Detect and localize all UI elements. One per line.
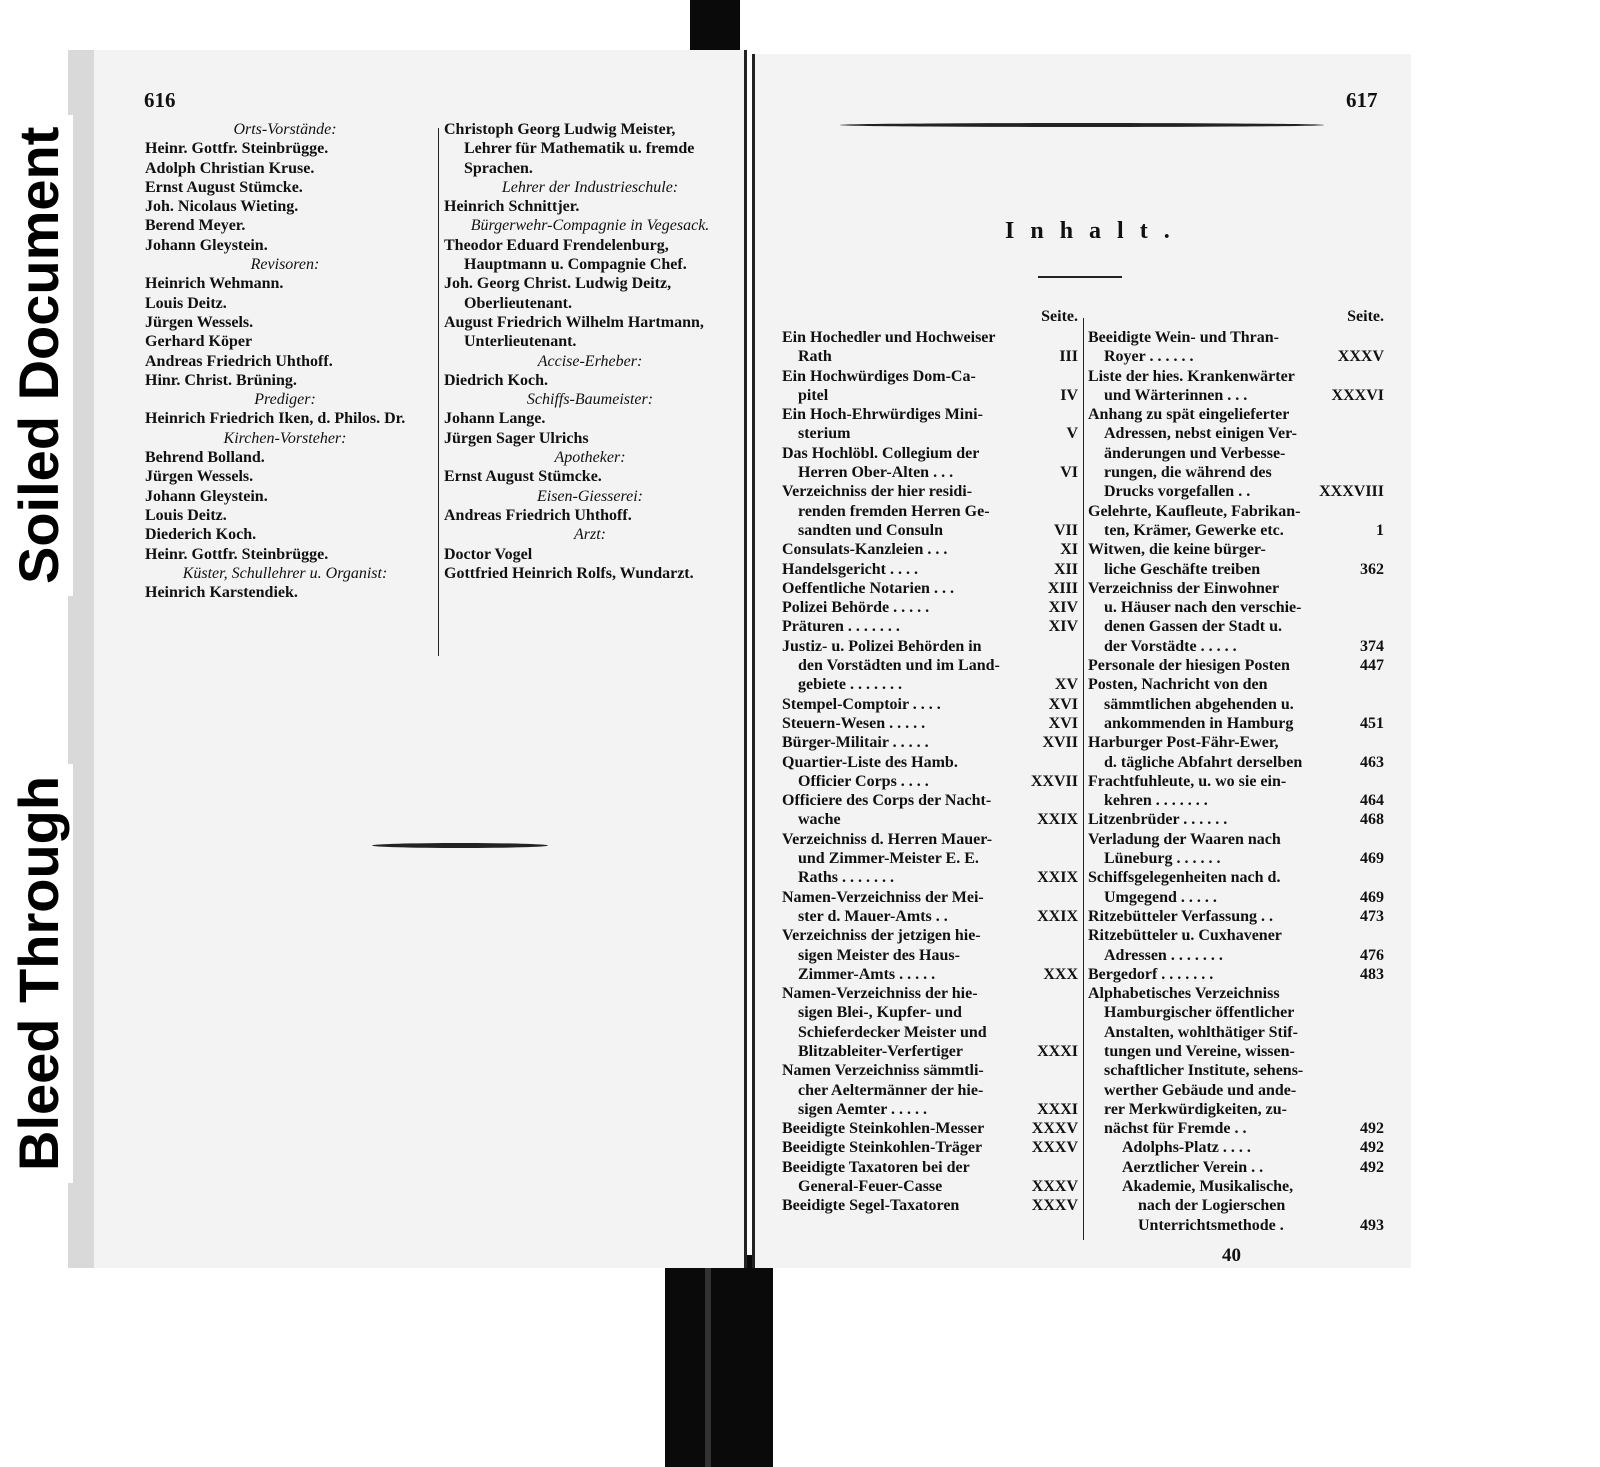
toc-entry-text: Akademie, Musikalische, <box>1122 1178 1294 1196</box>
toc-page-number: XXXV <box>1031 1139 1078 1157</box>
toc-entry <box>782 482 1078 540</box>
toc-left-column <box>782 306 1078 1216</box>
list-line: Oberlieutenant. <box>464 294 572 312</box>
toc-page-number: XXIX <box>1037 811 1078 829</box>
left-page-number: 616 <box>144 88 176 112</box>
toc-entry-text: Blitzableiter-Verfertiger <box>798 1042 963 1060</box>
toc-entry-text: Handelsgericht . . . . <box>782 560 918 578</box>
left-column-2 <box>444 120 736 583</box>
list-line: Heinrich Friedrich Iken, d. Philos. Dr. <box>145 410 406 428</box>
list-line: Diederich Koch. <box>145 526 257 544</box>
list-line: Louis Deitz. <box>145 294 227 312</box>
toc-entry-text: Polizei Behörde . . . . . <box>782 599 930 617</box>
toc-page-number: 447 <box>1360 657 1384 675</box>
list-line: Lehrer für Mathematik u. fremde <box>464 140 695 158</box>
list-line: Johann Lange. <box>444 410 546 428</box>
toc-entry-text: Unterrichtsmethode . <box>1138 1216 1284 1234</box>
toc-page-number: XII <box>1053 560 1078 578</box>
list-line: Heinr. Gottfr. Steinbrügge. <box>145 140 329 158</box>
toc-entry <box>1088 405 1384 501</box>
toc-entry-text: Liste der hies. Krankenwärter <box>1088 367 1295 385</box>
toc-entry-text: nächst für Fremde . . <box>1104 1120 1247 1138</box>
toc-entry <box>782 617 1078 636</box>
list-line: Christoph Georg Ludwig Meister, <box>444 121 676 138</box>
toc-entry-text: Officiere des Corps der Nacht- <box>782 792 992 810</box>
section-heading: Bürgerwehr-Compagnie in Vegesack. <box>470 217 710 235</box>
toc-page-number: 451 <box>1360 714 1384 732</box>
ornamental-dash <box>372 843 548 848</box>
toc-entry-text: Zimmer-Amts . . . . . <box>798 965 936 983</box>
section-heading: Lehrer der Industrieschule: <box>501 178 679 196</box>
toc-entry <box>782 695 1078 714</box>
list-line: Johann Gleystein. <box>145 487 268 505</box>
toc-entry-text: Herren Ober-Alten . . . <box>798 464 954 482</box>
toc-entry-text: Steuern-Wesen . . . . . <box>782 714 926 732</box>
toc-entry-text: Schiffsgelegenheiten nach d. <box>1088 869 1281 887</box>
toc-entry-text: Witwen, die keine bürger- <box>1088 541 1266 559</box>
list-line: Ernst August Stümcke. <box>145 178 303 196</box>
toc-entry <box>782 579 1078 598</box>
toc-entry-text: Alphabetisches Verzeichniss <box>1088 985 1280 1003</box>
toc-entry-text: ankommenden in Hamburg <box>1104 714 1294 732</box>
toc-entry <box>782 733 1078 752</box>
list-line: Heinrich Karstendiek. <box>145 584 298 602</box>
seite-label-right: Seite. <box>1347 308 1384 325</box>
toc-entry-text: Umgegend . . . . . <box>1104 888 1217 906</box>
toc-page-number: 374 <box>1360 637 1384 655</box>
column-divider <box>438 128 439 656</box>
list-line: August Friedrich Wilhelm Hartmann, <box>444 313 704 331</box>
toc-page-number: XIII <box>1047 579 1078 597</box>
toc-entry-text: wache <box>798 811 841 829</box>
toc-entry-text: renden fremden Herren Ge- <box>798 502 990 520</box>
section-heading: Kirchen-Vorsteher: <box>223 429 347 447</box>
toc-entry-text: änderungen und Verbesse- <box>1104 444 1286 462</box>
toc-page-number: 468 <box>1360 811 1384 829</box>
toc-entry-text: Verzeichniss der jetzigen hie- <box>782 927 981 945</box>
list-line: Andreas Friedrich Uhthoff. <box>444 506 632 524</box>
list-line: Berend Meyer. <box>145 217 246 235</box>
toc-entry-text: Frachtfuhleute, u. wo sie ein- <box>1088 772 1287 790</box>
toc-entry-text: Litzenbrüder . . . . . . <box>1088 811 1228 829</box>
section-heading: Accise-Erheber: <box>537 352 643 370</box>
toc-entry-text: Namen-Verzeichniss der Mei- <box>782 888 984 906</box>
toc-page-number: 1 <box>1376 521 1384 539</box>
toc-entry <box>782 888 1078 927</box>
toc-entry-text: Ritzebütteler Verfassung . . <box>1088 907 1274 925</box>
toc-entry-text: Ritzebütteler u. Cuxhavener <box>1088 927 1282 945</box>
toc-page-number: XVII <box>1042 734 1078 752</box>
left-column-1 <box>145 120 425 602</box>
section-heading: Orts-Vorstände: <box>233 121 337 138</box>
toc-page-number: 476 <box>1360 946 1384 964</box>
toc-entry-text: sandten und Consuln <box>798 521 943 539</box>
toc-entry <box>782 753 1078 792</box>
toc-entry <box>1088 656 1384 675</box>
list-line: Johann Gleystein. <box>145 236 268 254</box>
toc-page-number: XXVII <box>1030 772 1078 790</box>
toc-page-number: XXXI <box>1037 1042 1078 1060</box>
toc-entry-text: Präturen . . . . . . . <box>782 618 900 636</box>
toc-entry <box>1088 810 1384 829</box>
toc-entry-text: pitel <box>798 386 829 404</box>
list-line: Diedrich Koch. <box>444 371 548 389</box>
toc-entry-text: Anstalten, wohlthätiger Stif- <box>1104 1023 1298 1041</box>
list-line: Joh. Georg Christ. Ludwig Deitz, <box>444 275 672 293</box>
toc-page-number: XXXV <box>1031 1178 1078 1196</box>
bleed-through-label: Bleed Through <box>4 764 73 1183</box>
toc-entry-text: Namen-Verzeichniss der hie- <box>782 985 978 1003</box>
toc-entry-text: Anhang zu spät eingelieferter <box>1088 406 1290 424</box>
toc-page-number: XXXV <box>1031 1197 1078 1215</box>
toc-entry-text: Verzeichniss der Einwohner <box>1088 579 1280 597</box>
toc-entry-text: Adolphs-Platz . . . . <box>1122 1139 1251 1157</box>
toc-entry <box>1088 540 1384 579</box>
toc-entry <box>782 1158 1078 1197</box>
list-line: Hauptmann u. Compagnie Chef. <box>464 256 687 274</box>
toc-page-number: 473 <box>1360 907 1384 925</box>
list-line: Gerhard Köper <box>145 333 253 351</box>
title-rule <box>1038 276 1122 278</box>
toc-entry <box>1088 772 1384 811</box>
toc-entry <box>1088 675 1384 733</box>
toc-entry <box>782 598 1078 617</box>
toc-entry-text: denen Gassen der Stadt u. <box>1104 618 1282 636</box>
toc-entry <box>782 1061 1078 1119</box>
toc-entry-text: Personale der hiesigen Posten <box>1088 657 1290 675</box>
toc-entry <box>1088 984 1384 1138</box>
toc-entry <box>1088 1138 1384 1157</box>
toc-entry-text: Stempel-Comptoir . . . . <box>782 695 941 713</box>
list-line: Behrend Bolland. <box>145 449 265 467</box>
toc-entry-text: tungen und Vereine, wissen- <box>1104 1042 1295 1060</box>
toc-entry-text: Consulats-Kanzleien . . . <box>782 541 948 559</box>
toc-entry <box>782 926 1078 984</box>
toc-entry-text: Verzeichniss d. Herren Mauer- <box>782 830 993 848</box>
toc-entry-text: rer Merkwürdigkeiten, zu- <box>1104 1100 1287 1118</box>
toc-entry-text: Verzeichniss der hier residi- <box>782 483 973 501</box>
toc-entry-text: Namen Verzeichniss sämmtli- <box>782 1062 984 1080</box>
toc-entry <box>782 637 1078 695</box>
toc-entry-text: und Wärterinnen . . . <box>1104 386 1248 404</box>
section-heading: Revisoren: <box>250 256 320 274</box>
toc-entry <box>782 1119 1078 1138</box>
toc-entry-text: Ein Hochwürdiges Dom-Ca- <box>782 367 976 385</box>
toc-entry-text: Beeidigte Steinkohlen-Träger <box>782 1139 983 1157</box>
toc-entry <box>1088 907 1384 926</box>
toc-entry-text: sigen Blei-, Kupfer- und <box>798 1004 962 1022</box>
toc-entry-text: Ein Hochedler und Hochweiser <box>782 329 996 346</box>
toc-page-number: XXXI <box>1037 1100 1078 1118</box>
toc-entry-text: Lüneburg . . . . . . <box>1104 850 1221 868</box>
toc-page-number: XVI <box>1048 714 1078 732</box>
toc-entry-text: ten, Krämer, Gewerke etc. <box>1104 521 1284 539</box>
toc-page-number: XVI <box>1048 695 1078 713</box>
toc-entry <box>782 830 1078 888</box>
toc-entry-text: ster d. Mauer-Amts . . <box>798 907 948 925</box>
toc-entry <box>782 405 1078 444</box>
page-footer-signature: 40 <box>1222 1245 1241 1266</box>
toc-entry-text: Aerztlicher Verein . . <box>1122 1158 1264 1176</box>
toc-entry <box>782 1196 1078 1215</box>
toc-entry <box>1088 868 1384 907</box>
toc-entry <box>1088 502 1384 541</box>
book-spine-bottom <box>665 1255 773 1467</box>
toc-entry-text: Beeidigte Wein- und Thran- <box>1088 329 1279 346</box>
toc-entry <box>782 714 1078 733</box>
toc-page-number: IV <box>1060 386 1078 404</box>
list-line: Sprachen. <box>464 159 533 177</box>
toc-entry-text: Hamburgischer öffentlicher <box>1104 1004 1295 1022</box>
toc-entry-text: d. tägliche Abfahrt derselben <box>1104 753 1303 771</box>
toc-page-number: XXXV <box>1337 348 1384 366</box>
toc-entry <box>782 791 1078 830</box>
section-heading: Schiffs-Baumeister: <box>526 391 654 409</box>
toc-entry-text: Drucks vorgefallen . . <box>1104 483 1251 501</box>
toc-entry-text: u. Häuser nach den verschie- <box>1104 599 1302 617</box>
list-line: Heinrich Wehmann. <box>145 275 284 293</box>
toc-entry-text: Gelehrte, Kaufleute, Fabrikan- <box>1088 502 1301 520</box>
toc-entry <box>1088 367 1384 406</box>
list-line: Unterlieutenant. <box>464 333 577 351</box>
toc-page-number: XXIX <box>1037 907 1078 925</box>
toc-page-number: 492 <box>1360 1158 1384 1176</box>
toc-entry-text: Raths . . . . . . . <box>798 869 895 887</box>
list-line: Hinr. Christ. Brüning. <box>145 371 297 389</box>
toc-entry-text: werther Gebäude und ande- <box>1104 1081 1297 1099</box>
toc-page-number: XI <box>1060 541 1078 559</box>
toc-entry-text: Beeidigte Segel-Taxatoren <box>782 1197 960 1215</box>
toc-entry <box>782 367 1078 406</box>
toc-entry-text: Schieferdecker Meister und <box>798 1023 987 1041</box>
toc-page-number: 469 <box>1360 850 1384 868</box>
toc-entry-text: Beeidigte Steinkohlen-Messer <box>782 1120 985 1138</box>
section-heading: Arzt: <box>574 526 606 544</box>
toc-entry-text: General-Feuer-Casse <box>798 1178 943 1196</box>
list-line: Andreas Friedrich Uhthoff. <box>145 352 333 370</box>
toc-entry <box>782 1138 1078 1157</box>
toc-entry <box>782 444 1078 483</box>
list-line: Doctor Vogel <box>444 545 533 563</box>
toc-page-number: XXXVI <box>1331 386 1384 404</box>
toc-entry-text: Ein Hoch-Ehrwürdiges Mini- <box>782 406 983 424</box>
toc-entry-text: Bürger-Militair . . . . . <box>782 734 929 752</box>
list-line: Jürgen Wessels. <box>145 468 254 486</box>
soiled-document-label: Soiled Document <box>4 115 73 596</box>
toc-entry-text: Bergedorf . . . . . . . <box>1088 965 1214 983</box>
toc-page-number: 469 <box>1360 888 1384 906</box>
toc-entry-text: Beeidigte Taxatoren bei der <box>782 1158 970 1176</box>
toc-entry <box>782 328 1078 367</box>
toc-title: Inhalt. <box>1005 218 1186 244</box>
list-line: Jürgen Wessels. <box>145 313 254 331</box>
toc-page-number: XXXVIII <box>1319 483 1384 501</box>
section-heading: Eisen-Giesserei: <box>536 487 644 505</box>
list-line: Ernst August Stümcke. <box>444 468 602 486</box>
toc-page-number: 492 <box>1360 1139 1384 1157</box>
toc-page-number: 483 <box>1360 965 1384 983</box>
toc-entry-text: kehren . . . . . . . <box>1104 792 1208 810</box>
toc-entry-text: gebiete . . . . . . . <box>798 676 902 694</box>
toc-entry-text: Das Hochlöbl. Collegium der <box>782 444 980 462</box>
section-heading: Apotheker: <box>554 449 626 467</box>
toc-entry-text: den Vorstädten und im Land- <box>798 657 1000 675</box>
toc-page-number: XXIX <box>1037 869 1078 887</box>
toc-entry <box>1088 1177 1384 1235</box>
section-heading: Küster, Schullehrer u. Organist: <box>182 564 388 582</box>
toc-entry <box>1088 1158 1384 1177</box>
toc-entry-text: Justiz- u. Polizei Behörden in <box>782 637 982 655</box>
toc-entry <box>1088 965 1384 984</box>
toc-entry <box>1088 733 1384 772</box>
seite-label-left: Seite. <box>1041 308 1078 325</box>
toc-entry-text: schaftlicher Institute, sehens- <box>1104 1062 1304 1080</box>
list-line: Theodor Eduard Frendelenburg, <box>444 236 669 254</box>
toc-entry <box>782 540 1078 559</box>
list-line: Jürgen Sager Ulrichs <box>444 429 589 447</box>
toc-entry <box>782 984 1078 1061</box>
toc-entry <box>1088 926 1384 965</box>
toc-page-number: VI <box>1060 464 1078 482</box>
toc-entry-text: Rath <box>798 348 832 366</box>
toc-entry-text: nach der Logierschen <box>1138 1197 1286 1215</box>
list-line: Louis Deitz. <box>145 506 227 524</box>
toc-right-column <box>1088 306 1384 1235</box>
toc-entry-text: Oeffentliche Notarien . . . <box>782 579 954 597</box>
toc-page-number: XXX <box>1043 965 1078 983</box>
list-line: Joh. Nicolaus Wieting. <box>145 198 299 216</box>
toc-entry-text: Adressen, nebst einigen Ver- <box>1104 425 1297 443</box>
toc-column-divider <box>1083 318 1084 1240</box>
toc-entry <box>1088 579 1384 656</box>
toc-page-number: 463 <box>1360 753 1384 771</box>
toc-page-number: XXXV <box>1031 1120 1078 1138</box>
toc-entry-text: Harburger Post-Fähr-Ewer, <box>1088 734 1279 752</box>
toc-page-number: XIV <box>1048 599 1078 617</box>
toc-entry-text: Adressen . . . . . . . <box>1104 946 1223 964</box>
toc-entry-text: Royer . . . . . . <box>1104 348 1194 366</box>
list-line: Heinrich Schnittjer. <box>444 198 580 216</box>
toc-entry <box>782 560 1078 579</box>
toc-page-number: V <box>1066 425 1078 443</box>
toc-entry-text: und Zimmer-Meister E. E. <box>798 850 979 868</box>
toc-page-number: 362 <box>1360 560 1384 578</box>
list-line: Heinr. Gottfr. Steinbrügge. <box>145 545 329 563</box>
toc-entry-text: Posten, Nachricht von den <box>1088 676 1268 694</box>
section-heading: Prediger: <box>254 391 316 409</box>
toc-entry-text: Officier Corps . . . . <box>798 772 929 790</box>
toc-entry <box>1088 328 1384 367</box>
toc-page-number: XIV <box>1048 618 1078 636</box>
toc-entry-text: rungen, die während des <box>1104 464 1272 482</box>
toc-entry-text: sterium <box>798 425 851 443</box>
toc-entry-text: Verladung der Waaren nach <box>1088 830 1281 848</box>
list-line: Gottfried Heinrich Rolfs, Wundarzt. <box>444 564 694 582</box>
toc-entry-text: sigen Aemter . . . . . <box>798 1100 928 1118</box>
header-rule <box>840 123 1324 127</box>
toc-page-number: VII <box>1053 521 1078 539</box>
toc-page-number: 492 <box>1360 1120 1384 1138</box>
toc-entry-text: Quartier-Liste des Hamb. <box>782 753 958 771</box>
toc-entry-text: der Vorstädte . . . . . <box>1104 637 1237 655</box>
right-page-number: 617 <box>1346 88 1378 112</box>
toc-entry-text: cher Aeltermänner der hie- <box>798 1081 984 1099</box>
toc-entry-text: sigen Meister des Haus- <box>798 946 960 964</box>
toc-entry-text: liche Geschäfte treiben <box>1104 560 1261 578</box>
toc-page-number: III <box>1059 348 1078 366</box>
list-line: Adolph Christian Kruse. <box>145 159 315 177</box>
toc-page-number: XV <box>1054 676 1078 694</box>
toc-entry <box>1088 830 1384 869</box>
toc-page-number: 493 <box>1360 1216 1384 1234</box>
toc-entry-text: sämmtlichen abgehenden u. <box>1104 695 1294 713</box>
toc-page-number: 464 <box>1360 792 1384 810</box>
